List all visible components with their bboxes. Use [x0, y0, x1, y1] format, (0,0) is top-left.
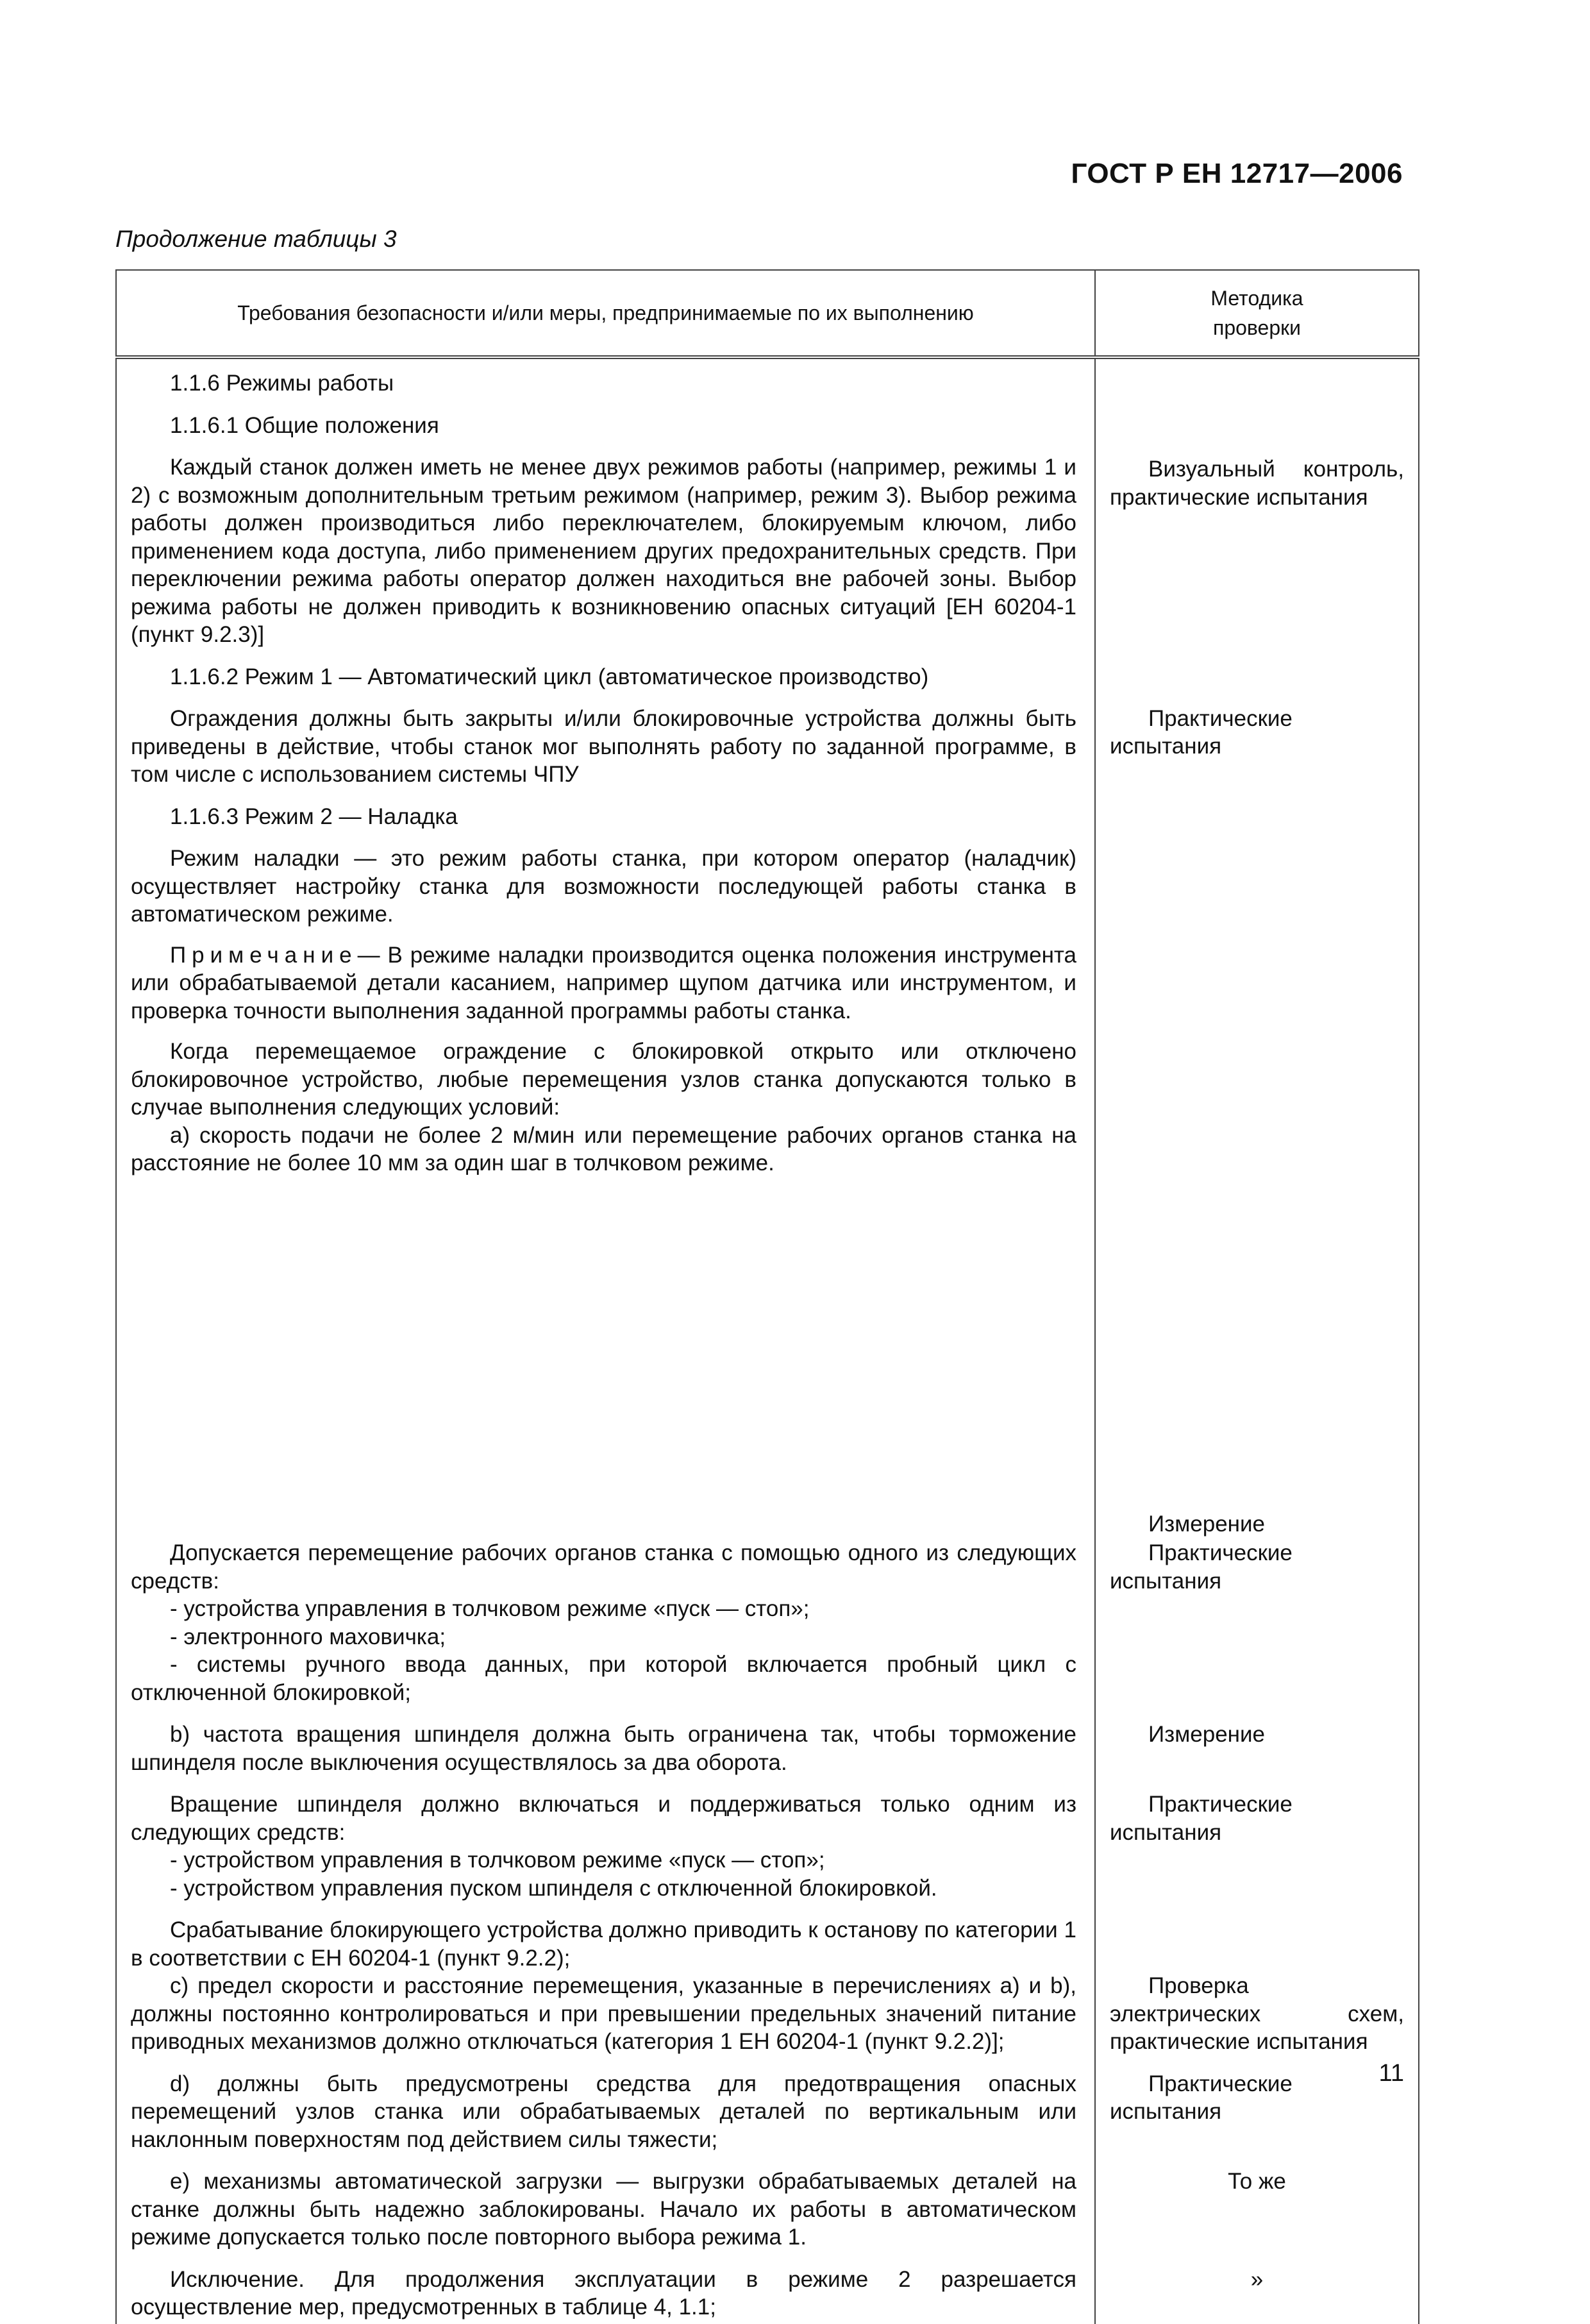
section-heading: 1.1.6.1 Общие положения	[170, 412, 439, 438]
requirement-text: Режим наладки — это режим работы станка, при котором оператор (наладчик) осуществляет настройку станка для возможности последующей работы станка в автоматическом режиме.	[131, 846, 1076, 927]
table-row	[116, 662, 1419, 802]
note-label: Примечание	[170, 942, 358, 968]
requirement-cell	[116, 1789, 1095, 1915]
list-item: - устройством управления в толчковом режиме «пуск — стоп»;	[170, 1848, 825, 1873]
method-cell	[1095, 1789, 1419, 1915]
list-item: - электронного маховичка;	[170, 1624, 446, 1649]
method-header-line2: проверки	[1212, 316, 1301, 339]
section-heading: 1.1.6.3 Режим 2 — Наладка	[170, 804, 458, 829]
method-text: Визуальный контроль, практические испытания	[1110, 457, 1404, 510]
requirement-cell	[116, 662, 1095, 802]
requirement-cell	[116, 1915, 1095, 2069]
requirement-cell	[116, 2264, 1095, 2324]
table-row	[116, 802, 1419, 1538]
method-text: То же	[1228, 2169, 1286, 2194]
method-cell	[1095, 1915, 1419, 2069]
requirement-text: b) частота вращения шпинделя должна быть ограничена так, чтобы торможение шпинделя после выключения осуществлялось за два оборота.	[131, 1722, 1076, 1775]
method-column-header	[1095, 270, 1419, 357]
method-cell	[1095, 357, 1419, 662]
table-caption: Продолжение таблицы 3	[115, 226, 397, 252]
requirement-text: c) предел скорости и расстояние перемещения, указанные в перечислениях a) и b), должны постоянно контролироваться и при превышении предельных значений питание приводных механизмов должно отключаться (категория 1 ЕН 60204-1 (пункт 9.2.2)];	[131, 1973, 1076, 2054]
table-row	[116, 1538, 1419, 1719]
requirements-table	[115, 269, 1419, 2324]
requirement-cell	[116, 357, 1095, 662]
method-header-line1: Методика	[1210, 287, 1303, 310]
section-heading: 1.1.6.2 Режим 1 — Автоматический цикл (автоматическое производство)	[170, 664, 929, 689]
requirement-text: Когда перемещаемое ограждение с блокировкой открыто или отключено блокировочное устройство, любые перемещения узлов станка допускаются только в случае выполнения следующих условий:	[131, 1039, 1076, 1120]
page-number: 11	[1378, 2060, 1404, 2087]
requirement-text: d) должны быть предусмотрены средства для предотвращения опасных перемещений узлов станка или обрабатываемых деталей по вертикальным или наклонным поверхностям под действием силы тяжести;	[131, 2071, 1076, 2152]
method-text: Измерение	[1148, 1511, 1266, 1537]
method-text: Практические испытания	[1110, 2071, 1293, 2124]
note-body: — В режиме наладки производится оценка положения инструмента или обрабатываемой детали касанием, например щупом датчика или инструментом, и проверка точности выполнения заданной программы работы станка.	[131, 942, 1076, 1023]
requirement-cell	[116, 2069, 1095, 2167]
requirement-text: Вращение шпинделя должно включаться и поддерживаться только одним из следующих средств:	[131, 1792, 1076, 1845]
requirement-text: Исключение. Для продолжения эксплуатации в режиме 2 разрешается осуществление мер, предусмотренных в таблице 4, 1.1;	[131, 2266, 1076, 2320]
table-row	[116, 2264, 1419, 2324]
table-row	[116, 357, 1419, 662]
requirement-cell	[116, 1719, 1095, 1789]
method-cell	[1095, 2069, 1419, 2167]
table-row	[116, 1915, 1419, 2069]
method-cell	[1095, 2264, 1419, 2324]
requirement-text: Ограждения должны быть закрыты и/или блокировочные устройства должны быть приведены в действие, чтобы станок мог выполнять работу по заданной программе, в том числе с использованием системы ЧПУ	[131, 706, 1076, 787]
list-item: - устройством управления пуском шпинделя с отключенной блокировкой.	[170, 1875, 937, 1901]
table-row	[116, 1719, 1419, 1789]
method-text: Практические испытания	[1110, 1540, 1293, 1594]
method-cell	[1095, 662, 1419, 802]
method-text: Практические испытания	[1110, 1792, 1293, 1845]
table-header-row	[116, 270, 1419, 357]
document-code: ГОСТ Р ЕН 12717—2006	[1071, 158, 1403, 189]
section-heading: 1.1.6 Режимы работы	[170, 371, 394, 396]
method-text: »	[1250, 2266, 1264, 2292]
requirement-cell	[116, 802, 1095, 1538]
table-row	[116, 1789, 1419, 1915]
list-item: - системы ручного ввода данных, при которой включается пробный цикл с отключенной блокировкой;	[131, 1652, 1076, 1705]
method-cell	[1095, 1538, 1419, 1719]
note-text	[131, 941, 1076, 1025]
requirement-text: Допускается перемещение рабочих органов станка с помощью одного из следующих средств:	[131, 1540, 1076, 1594]
list-item: - устройства управления в толчковом режиме «пуск — стоп»;	[170, 1596, 810, 1621]
requirement-text: e) механизмы автоматической загрузки — выгрузки обрабатываемых деталей на станке должны быть надежно заблокированы. Начало их работы в автоматическом режиме допускается только после повторного выбора режима 1.	[131, 2169, 1076, 2250]
table-row	[116, 2069, 1419, 2167]
method-text: Измерение	[1148, 1722, 1266, 1747]
method-text: Проверка электрических схем, практические испытания	[1110, 1973, 1404, 2054]
method-cell	[1095, 802, 1419, 1538]
requirements-column-header: Требования безопасности и/или меры, предпринимаемые по их выполнению	[116, 270, 1095, 357]
requirement-text: Каждый станок должен иметь не менее двух режимов работы (например, режимы 1 и 2) с возможным дополнительным третьим режимом (например, режим 3). Выбор режима работы должен производиться либо переключателем, блокируемым ключом, либо применением кода доступа, либо применением других предохранительных средств. При переключении режима работы оператор должен находиться вне рабочей зоны. Выбор режима работы не должен приводить к возникновению опасных ситуаций [ЕН 60204-1 (пункт 9.2.3)]	[131, 455, 1076, 647]
method-cell	[1095, 1719, 1419, 1789]
method-text: Практические испытания	[1110, 705, 1293, 759]
requirement-text: Срабатывание блокирующего устройства должно приводить к останову по категории 1 в соответствии с ЕН 60204-1 (пункт 9.2.2);	[131, 1917, 1076, 1971]
requirement-cell	[116, 1538, 1095, 1719]
requirement-text: a) скорость подачи не более 2 м/мин или перемещение рабочих органов станка на расстояние не более 10 мм за один шаг в толчковом режиме.	[131, 1122, 1076, 1175]
